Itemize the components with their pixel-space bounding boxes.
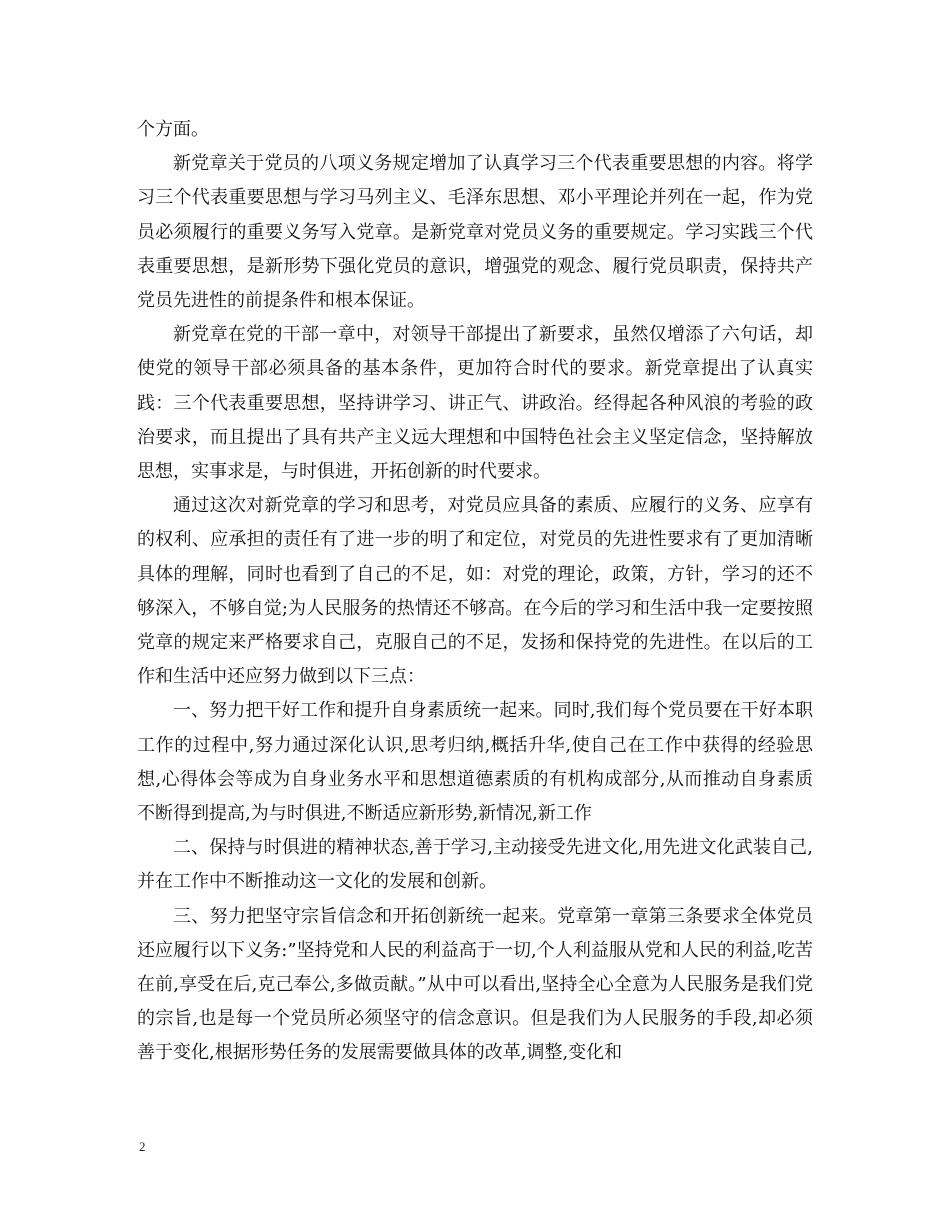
paragraph-6: 二、保持与时俱进的精神状态,善于学习,主动接受先进文化,用先进文化武装自己,并在工作中不断推动这一文化的发展和创新。 — [137, 837, 813, 893]
paragraph-5: 一、努力把干好工作和提升自身素质统一起来。同时,我们每个党员要在干好本职工作的过程中,努力通过深化认识,思考归纳,概括升华,使自己在工作中获得的经验思想,心得体会等成为自身业务水平和思想道德素质的有机构成部分,从而推动自身素质不断得到提高,为与时俱进,不断适应新形势,新情况,新工作 — [137, 700, 813, 825]
paragraph-7: 三、努力把坚守宗旨信念和开拓创新统一起来。党章第一章第三条要求全体党员还应履行以下义务:”坚持党和人民的利益高于一切,个人利益服从党和人民的利益,吃苦在前,享受在后,克己奉公,多做贡献。”从中可以看出,坚持全心全意为人民服务是我们党的宗旨,也是每一个党员所必须坚守的信念意识。但是我们为人民服务的手段,却必须善于变化,根据形势任务的发展需要做具体的改革,调整,变化和 — [137, 905, 813, 1064]
document-body — [137, 113, 813, 1071]
paragraph-3: 新党章在党的干部一章中，对领导干部提出了新要求，虽然仅增添了六句话，却使党的领导干部必须具备的基本条件，更加符合时代的要求。新党章提出了认真实践：三个代表重要思想，坚持讲学习、讲正气、讲政治。经得起各种风浪的考验的政治要求，而且提出了具有共产主义远大理想和中国特色社会主义坚定信念，坚持解放思想，实事求是，与时俱进，开拓创新的时代要求。 — [137, 324, 813, 483]
paragraph-4: 通过这次对新党章的学习和思考，对党员应具备的素质、应履行的义务、应享有的权利、应承担的责任有了进一步的明了和定位，对党员的先进性要求有了更加清晰具体的理解，同时也看到了自己的不足，如：对党的理论，政策，方针，学习的还不够深入，不够自觉;为人民服务的热情还不够高。在今后的学习和生活中我一定要按照党章的规定来严格要求自己，克服自己的不足，发扬和保持党的先进性。在以后的工作和生活中还应努力做到以下三点： — [137, 495, 813, 688]
paragraph-2: 新党章关于党员的八项义务规定增加了认真学习三个代表重要思想的内容。将学习三个代表重要思想与学习马列主义、毛泽东思想、邓小平理论并列在一起，作为党员必须履行的重要义务写入党章。是新党章对党员义务的重要规定。学习实践三个代表重要思想，是新形势下强化党员的意识，增强党的观念、履行党员职责，保持共产党员先进性的前提条件和根本保证。 — [137, 153, 813, 312]
page-number: 2 — [139, 1139, 146, 1154]
paragraph-1: 个方面。 — [137, 119, 209, 140]
